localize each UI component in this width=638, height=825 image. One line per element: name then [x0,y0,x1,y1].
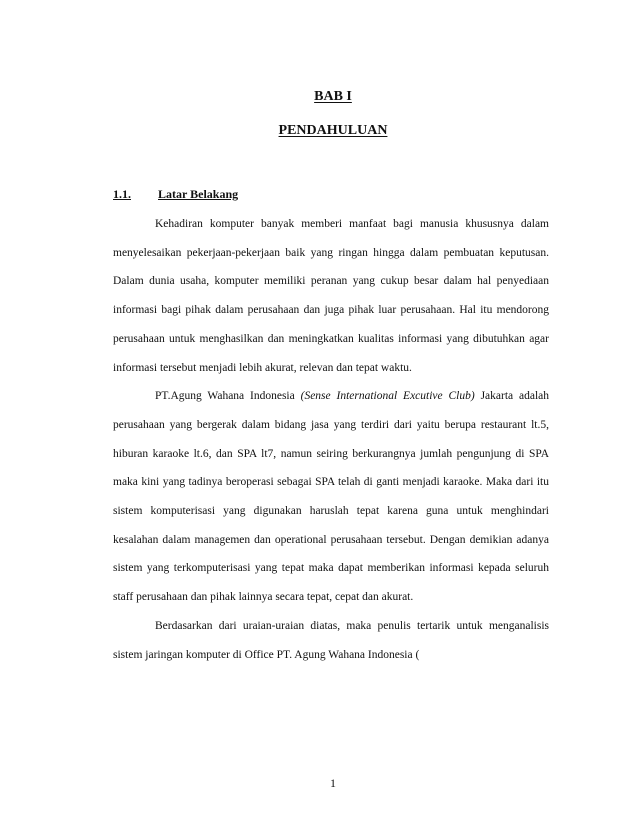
paragraph [113,382,549,612]
paragraph-text: Kehadiran komputer banyak memberi manfaat bagi manusia khususnya dalam menyelesaikan pekerjaan-pekerjaan baik yang ringan hingga dalam pembuatan keputusan. Dalam dunia usaha, komputer memiliki peranan yang cukup besar dalam hal penyediaan informasi bagi pihak dalam perusahaan dan juga pihak luar perusahaan. Hal itu mendorong perusahaan untuk menghasilkan dan meningkatkan kualitas informasi yang dibutuhkan agar informasi tersebut menjadi lebih akurat, relevan dan tepat waktu. [113,218,549,374]
paragraph-italic-text: (Sense International Excutive Club) [300,390,475,403]
paragraph-text: PT.Agung Wahana Indonesia [155,390,301,403]
page-number: 1 [330,776,336,790]
section-title: Latar Belakang [158,187,239,201]
body-text [113,210,549,669]
section-heading [113,187,238,202]
paragraph [113,210,549,382]
paragraph [113,612,549,669]
chapter-heading: BAB I [314,89,352,104]
section-number: 1.1. [113,187,131,201]
chapter-title: PENDAHULUAN [278,123,388,138]
paragraph-text: Berdasarkan dari uraian-uraian diatas, maka penulis tertarik untuk menganalisis sistem jaringan komputer di Office PT. Agung Wahana Indonesia ( [113,619,549,661]
paragraph-text: Jakarta adalah perusahaan yang bergerak dalam bidang jasa yang terdiri dari yaitu berupa restaurant lt.5, hiburan karaoke lt.6, dan SPA lt7, namun seiring berkurangnya jumlah pengunjung di SPA maka kini yang tadinya beroperasi sebagai SPA telah di ganti menjadi karaoke. Maka dari itu sistem komputerisasi yang digunakan haruslah tepat karena guna untuk menghindari kesalahan dalam managemen dan operational perusahaan tersebut. Dengan demikian adanya sistem yang terkomputerisasi yang tepat maka dapat memberikan informasi kepada seluruh staff perusahaan dan pihak lainnya secara tepat, cepat dan akurat. [113,390,550,604]
